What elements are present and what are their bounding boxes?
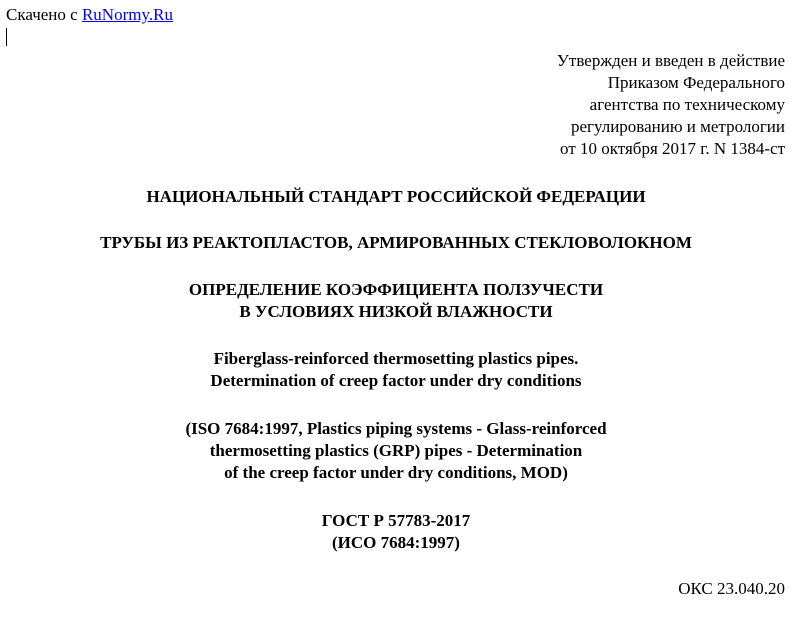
approval-line: регулированию и метрологии	[570, 117, 785, 136]
national-standard-text: НАЦИОНАЛЬНЫЙ СТАНДАРТ РОССИЙСКОЙ ФЕДЕРАЦИИ	[146, 187, 646, 206]
approval-line: Утвержден и введен в действие	[556, 51, 785, 70]
standard-title-ru-line: ТРУБЫ ИЗ РЕАКТОПЛАСТОВ, АРМИРОВАННЫХ СТЕКЛОВОЛОКНОМ	[100, 233, 692, 252]
standard-title-en-line: Fiberglass-reinforced thermosetting plastics pipes.	[213, 349, 579, 368]
standard-subtitle-ru-line: ОПРЕДЕЛЕНИЕ КОЭФФИЦИЕНТА ПОЛЗУЧЕСТИ	[188, 280, 604, 299]
standard-title-ru	[0, 232, 792, 254]
standard-subtitle-ru	[0, 279, 792, 323]
standard-title-en	[0, 348, 792, 392]
gost-number: ГОСТ Р 57783-2017	[321, 511, 471, 530]
national-standard-heading	[0, 186, 792, 208]
iso-reference-line: thermosetting plastics (GRP) pipes - Determination	[209, 441, 583, 460]
approval-line: агентства по техническому	[589, 95, 785, 114]
source-prefix: Скачено с	[6, 5, 82, 24]
text-cursor	[6, 28, 7, 46]
oks-code: ОКС 23.040.20	[678, 579, 785, 598]
source-link[interactable]: RuNormy.Ru	[81, 5, 173, 24]
iso-reference-line: of the creep factor under dry conditions, MOD)	[224, 463, 568, 482]
standard-subtitle-ru-line: В УСЛОВИЯХ НИЗКОЙ ВЛАЖНОСТИ	[239, 302, 553, 321]
iso-reference-line: (ISO 7684:1997, Plastics piping systems - Glass-reinforced	[185, 419, 607, 438]
standard-designation	[0, 510, 792, 554]
source-line	[6, 4, 173, 26]
iso-number: (ИСО 7684:1997)	[332, 533, 460, 552]
approval-line: от 10 октября 2017 г. N 1384-ст	[560, 139, 785, 158]
approval-block	[557, 50, 785, 160]
standard-title-en-line: Determination of creep factor under dry conditions	[210, 371, 582, 390]
approval-line: Приказом Федерального	[607, 73, 785, 92]
iso-reference	[0, 418, 792, 484]
